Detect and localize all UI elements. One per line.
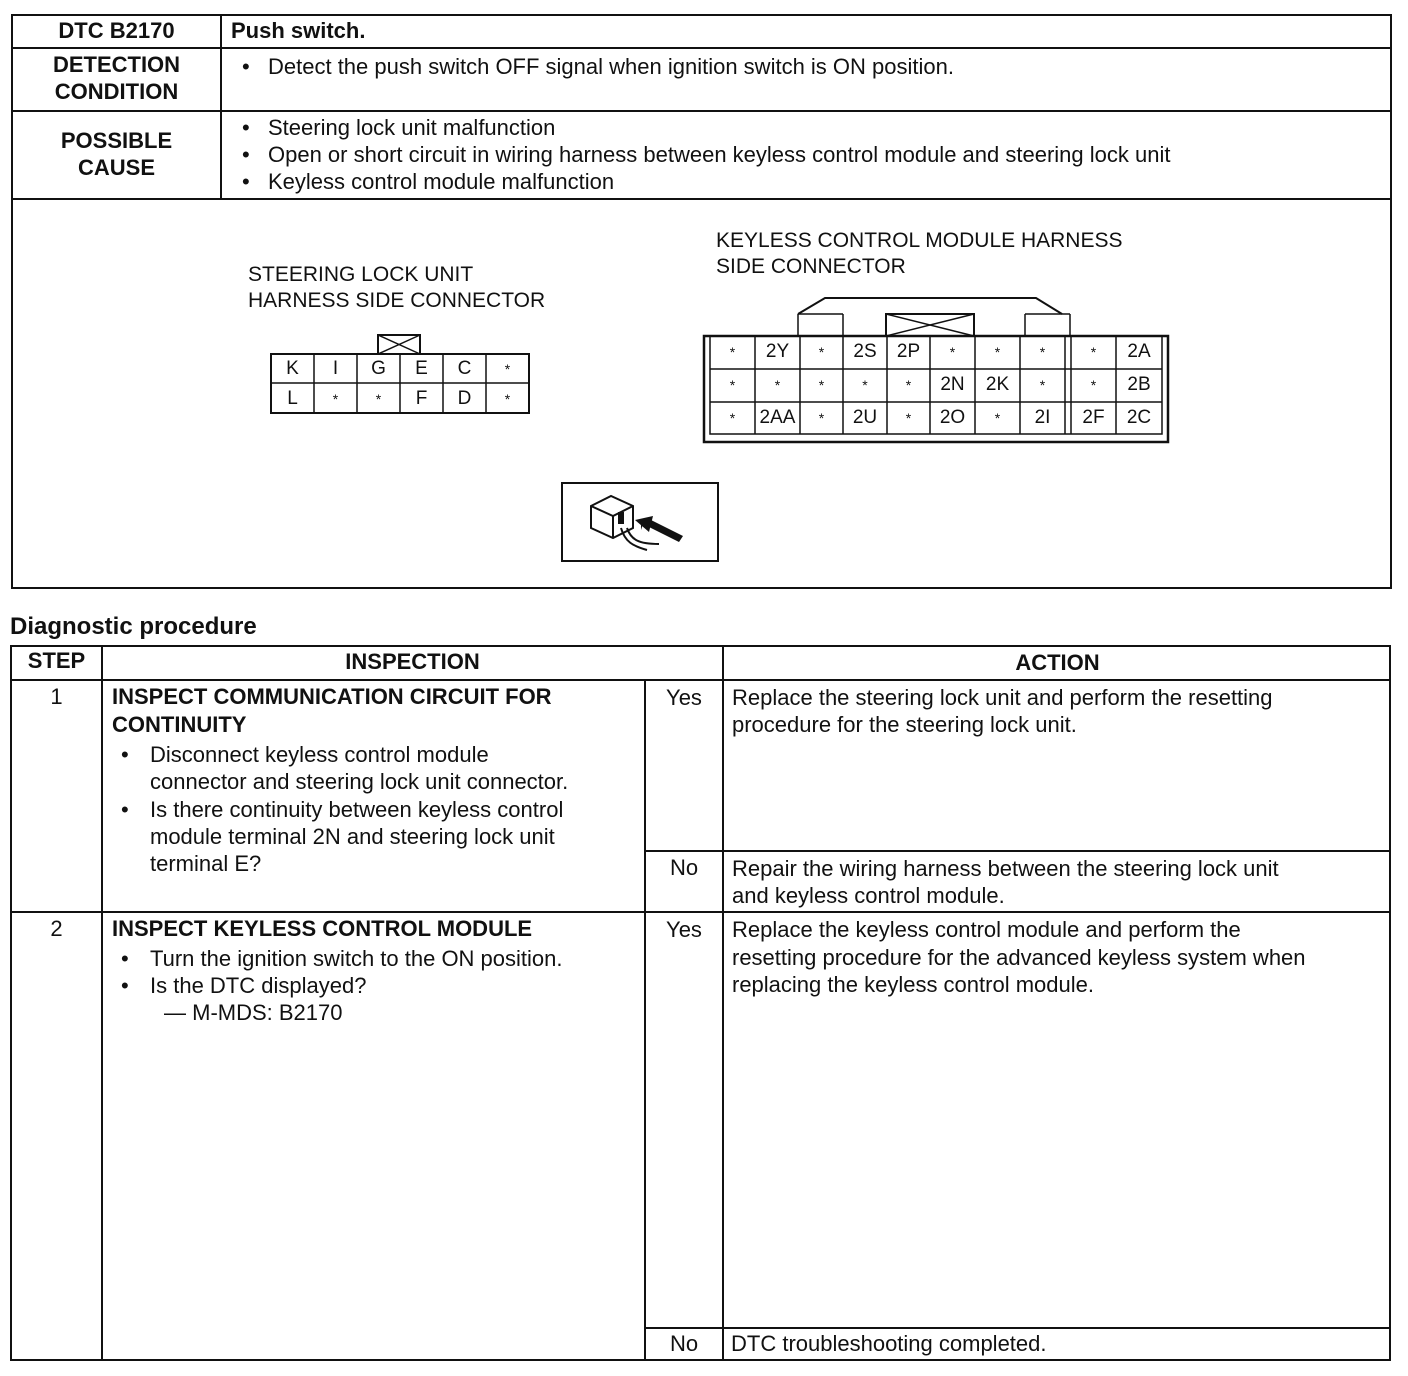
dtc-code: DTC B2170 <box>58 18 175 43</box>
procedure-heading: Diagnostic procedure <box>10 613 257 640</box>
connector-pin-label: * <box>818 344 825 360</box>
connector-pin-label: * <box>905 410 912 426</box>
connector-pin-label: 2C <box>1126 407 1152 428</box>
connector-pin-label: 2A <box>1127 341 1151 362</box>
col-inspection-header: INSPECTION <box>345 649 480 674</box>
step-instruction: Is the DTC displayed? <box>150 973 367 998</box>
action-text: and keyless control module. <box>732 883 1005 908</box>
action-text: Replace the steering lock unit and perform the resetting <box>732 685 1273 710</box>
cause-item: • Steering lock unit malfunction <box>230 114 1170 141</box>
connector-pin-label: 2AA <box>759 407 796 428</box>
yes-label: Yes <box>666 917 702 942</box>
col-divider <box>722 645 724 1361</box>
step-title: INSPECT KEYLESS CONTROL MODULE <box>112 916 533 941</box>
step-instruction: terminal E? <box>150 851 262 876</box>
cause-label-2: CAUSE <box>77 155 155 180</box>
connector-pin-label: 2B <box>1127 374 1151 395</box>
connector-pin-label: C <box>457 358 472 379</box>
connector-pin-label: * <box>994 344 1001 360</box>
dtc-title: Push switch. <box>231 18 366 43</box>
connector-pin-label: * <box>729 410 736 426</box>
detection-item: • Detect the push switch OFF signal when ignition switch is ON position. <box>230 53 954 80</box>
yesno-divider <box>644 850 1391 852</box>
connector-pin-label: * <box>1039 377 1046 393</box>
connector-pin-label: * <box>905 377 912 393</box>
row-divider <box>11 47 1392 49</box>
detection-list <box>230 53 954 80</box>
col-action-header: ACTION <box>1015 650 1100 675</box>
steering-connector-label-1: STEERING LOCK UNIT <box>248 263 474 286</box>
step-instruction: connector and steering lock unit connector. <box>150 769 569 794</box>
dtc-column-divider <box>220 14 222 200</box>
connector-pin-label: * <box>994 410 1001 426</box>
connector-pin-label: 2N <box>940 374 965 395</box>
probe-connector-icon <box>563 484 717 560</box>
step-instruction: Is there continuity between keyless control <box>150 797 564 822</box>
connector-pin-label: * <box>1039 344 1046 360</box>
step-instruction: module terminal 2N and steering lock unit <box>150 824 555 849</box>
action-text: procedure for the steering lock unit. <box>732 712 1077 737</box>
row-divider <box>11 198 1392 200</box>
connector-lock-tab <box>886 314 974 336</box>
action-text: DTC troubleshooting completed. <box>731 1331 1047 1356</box>
connector-lock-tab <box>378 335 420 354</box>
connector-pin-label: * <box>504 361 511 377</box>
detection-label-1: DETECTION <box>52 52 181 77</box>
connector-pin-label: E <box>415 358 428 379</box>
connector-pin-label: 2I <box>1034 407 1051 428</box>
connector-pin-label: * <box>818 377 825 393</box>
connector-pin-label: * <box>332 391 339 407</box>
step-number: 2 <box>50 916 63 941</box>
col-divider <box>644 679 646 1361</box>
step-sub-instruction: — M-MDS: B2170 <box>164 1000 343 1025</box>
connector-pin-label: 2O <box>939 407 966 428</box>
col-step-header: STEP <box>27 648 86 673</box>
connector-pin-label: * <box>862 377 868 393</box>
action-text: replacing the keyless control module. <box>732 972 1094 997</box>
action-text: Repair the wiring harness between the steering lock unit <box>732 856 1279 881</box>
yes-label: Yes <box>666 685 702 710</box>
steering-connector-label-2: HARNESS SIDE CONNECTOR <box>248 289 546 312</box>
connector-pin-label: * <box>774 377 781 393</box>
step-number: 1 <box>50 684 63 709</box>
keyless-connector-label-2: SIDE CONNECTOR <box>716 255 906 278</box>
connector-pin-label: 2U <box>852 407 878 428</box>
connector-pin-label: * <box>818 410 825 426</box>
connector-pin-label: L <box>287 388 298 409</box>
connector-pin-label: 2Y <box>765 341 790 362</box>
step-instruction: Disconnect keyless control module <box>150 742 489 767</box>
connector-pin-label: * <box>949 344 956 360</box>
connector-pin-label: K <box>286 358 299 379</box>
connector-pin-label: * <box>504 391 511 407</box>
no-label: No <box>669 855 699 880</box>
row-divider <box>11 110 1392 112</box>
cause-item: • Keyless control module malfunction <box>230 168 1170 195</box>
keyless-connector-label-1: KEYLESS CONTROL MODULE HARNESS <box>716 229 1123 252</box>
connector-pin-label: * <box>1090 344 1097 360</box>
action-text: resetting procedure for the advanced keyless system when <box>732 945 1306 970</box>
connector-pin-label: G <box>371 358 386 379</box>
col-divider <box>101 645 103 1361</box>
step-instruction: Turn the ignition switch to the ON position. <box>150 946 563 971</box>
connector-probe-icon-frame <box>561 482 719 562</box>
connector-pin-label: 2P <box>896 341 921 362</box>
cause-item: • Open or short circuit in wiring harness between keyless control module and steering lock unit <box>230 141 1170 168</box>
action-text: Replace the keyless control module and perform the <box>732 917 1241 942</box>
connector-pin-label: 2S <box>853 341 877 362</box>
detection-label-2: CONDITION <box>54 79 179 104</box>
connector-pin-label: 2F <box>1082 407 1105 428</box>
connector-pin-label: 2K <box>985 374 1010 395</box>
no-label: No <box>669 1331 699 1356</box>
cause-list <box>230 114 1170 195</box>
cause-label-1: POSSIBLE <box>60 128 173 153</box>
connector-pin-label: * <box>375 391 382 407</box>
connector-pin-label: * <box>729 344 736 360</box>
connector-pin-label: * <box>1090 377 1097 393</box>
connector-pin-label: * <box>729 377 736 393</box>
yesno-divider <box>644 1327 1391 1329</box>
header-divider <box>10 679 1391 681</box>
step-title: CONTINUITY <box>112 712 247 737</box>
connector-pin-label: D <box>457 388 472 409</box>
step-title: INSPECT COMMUNICATION CIRCUIT FOR <box>112 684 552 709</box>
step-divider <box>10 911 1391 913</box>
connector-pin-label: F <box>415 388 428 409</box>
connector-pin-label: I <box>332 358 339 379</box>
